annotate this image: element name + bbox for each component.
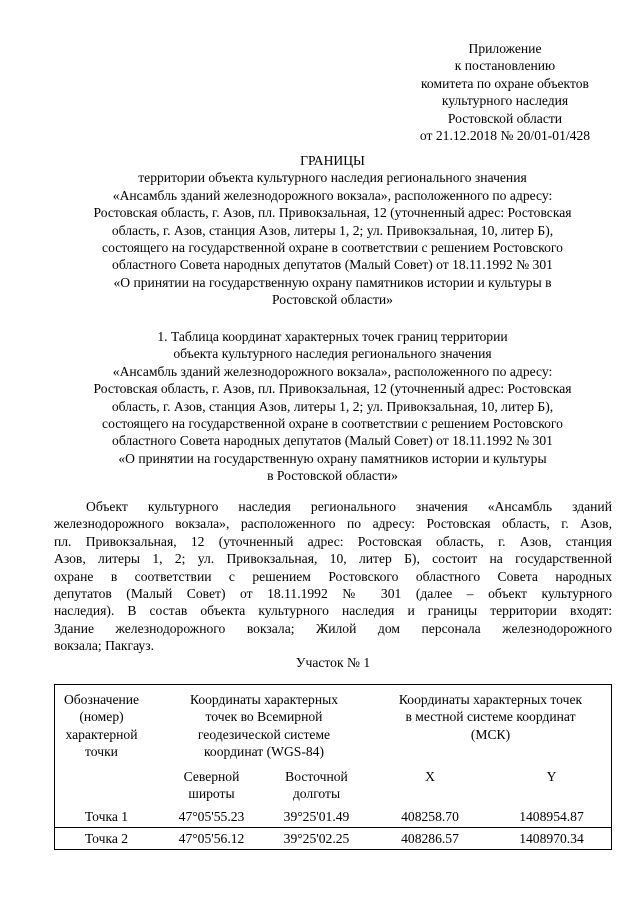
appendix-line: культурного наследия (441, 93, 569, 109)
section-line: объекта культурного наследия регионального значения (173, 346, 492, 362)
paragraph-line: вокзала; Пакгауз. (54, 638, 155, 654)
paragraph-line: пл. Привокзальная, 12 (уточненный адрес: Ростовская область, г. Азов, станция (54, 533, 612, 549)
section-line: Ростовская область, г. Азов, пл. Привокзальная, 12 (уточненный адрес: Ростовская (93, 381, 572, 397)
coordinates-table (54, 684, 612, 852)
subheader-text: широты (188, 786, 235, 802)
table-row-2-north: 47°05'56.12 (178, 831, 245, 846)
body-paragraph (54, 498, 612, 655)
header-text: координат (WGS-84) (204, 744, 324, 760)
header-text: (номер) (79, 709, 124, 725)
header-text: характерной (65, 726, 138, 742)
title-line: Ростовская область, г. Азов, пл. Привокзальная, 12 (уточненный адрес: Ростовская (93, 205, 572, 221)
header-text: Обозначение (63, 692, 140, 707)
table-row-2-y: 1408970.34 (519, 831, 584, 846)
title-line: областного Совета народных депутатов (Малый Совет) от 18.11.1992 № 301 (112, 257, 553, 273)
subheader-x: X (425, 769, 435, 784)
header-text: (МСК) (470, 726, 511, 742)
title-line: территории объекта культурного наследия регионального значения (138, 170, 527, 186)
table-row-2-x: 408286.57 (401, 831, 459, 846)
title-heading: ГРАНИЦЫ (300, 153, 365, 168)
table-border-top (54, 684, 612, 685)
section-line: состоящего на государственной охране в соответствии с решением Ростовского (102, 416, 563, 432)
paragraph-line: охране в соответствии с решением Ростовского областного Совета народных (54, 568, 612, 584)
header-text: геодезической системе (197, 726, 331, 742)
appendix-line: комитета по охране объектов (421, 75, 589, 91)
paragraph-line: Объект культурного наследия регионального значения «Ансамбль зданий (86, 499, 612, 514)
subheader-y: Y (546, 769, 557, 784)
table-row-2-point: Точка 2 (84, 831, 129, 846)
paragraph-line: Азов, литеры 1, 2; ул. Привокзальная, 10, литер Б), состоит на государственной (54, 551, 612, 567)
table-row-1-north: 47°05'55.23 (178, 809, 245, 824)
subheader-east-longitude (264, 768, 369, 803)
title-line: состоящего на государственной охране в соответствии с решением Ростовского (102, 240, 563, 256)
paragraph-line: железнодорожного вокзала», расположенного по адресу: Ростовская область, г. Азов, (54, 516, 612, 532)
subheader-north-latitude (159, 768, 264, 803)
table-row-1-y: 1408954.87 (519, 809, 584, 824)
paragraph-line: Здание железнодорожного вокзала; Жилой дом персонала железнодорожного (54, 620, 612, 636)
document-title (40, 152, 625, 309)
plot-heading: Участок № 1 (295, 655, 371, 670)
paragraph-line: наследия). В состав объекта культурного наследия и границы территории входят: (54, 603, 612, 619)
header-point-column (54, 691, 149, 761)
table-row-2-east: 39°25'02.25 (283, 831, 350, 846)
appendix-line: Приложение (468, 41, 542, 56)
appendix-line: Ростовской области (447, 110, 563, 126)
header-msk-column (369, 691, 612, 743)
subheader-text: Северной (183, 769, 240, 784)
subheader-text: долготы (292, 786, 341, 802)
section-line: область, г. Азов, станция Азов, литеры 1, 2; ул. Привокзальная, 10, литер Б), (111, 398, 554, 414)
header-text: точки (85, 744, 118, 760)
header-wgs-column (159, 691, 369, 761)
table-border-bottom (54, 849, 612, 850)
section-line: «О принятии на государственную охрану памятников истории и культуры (118, 450, 547, 466)
section-line: 1. Таблица координат характерных точек границ территории (157, 329, 508, 344)
subheader-text: Восточной (285, 769, 348, 784)
title-line: «Ансамбль зданий железнодорожного вокзала», расположенного по адресу: (112, 187, 553, 203)
table-row-1-point: Точка 1 (84, 809, 129, 824)
header-text: Координаты характерных (189, 692, 339, 707)
paragraph-line: депутатов (Малый Совет) от 18.11.1992 № 301 (далее – объект культурного (54, 586, 612, 602)
title-line: «О принятии на государственную охрану памятников истории и культуры в (113, 274, 552, 290)
appendix-line: от 21.12.2018 № 20/01-01/428 (419, 128, 591, 144)
section-heading (40, 328, 625, 485)
section-line: «Ансамбль зданий железнодорожного вокзала», расположенного по адресу: (112, 363, 553, 379)
table-row-separator (54, 827, 612, 828)
header-text: в местной системе координат (405, 709, 576, 725)
appendix-line: к постановлению (454, 58, 556, 74)
table-row-1-x: 408258.70 (401, 809, 459, 824)
section-line: в Ростовской области» (267, 468, 398, 484)
header-text: точек во Всемирной (205, 709, 323, 725)
appendix-header (385, 40, 625, 144)
header-text: Координаты характерных точек (398, 692, 583, 707)
section-line: областного Совета народных депутатов (Малый Совет) от 18.11.1992 № 301 (112, 433, 553, 449)
title-line: Ростовской области» (272, 292, 393, 308)
table-row-1-east: 39°25'01.49 (283, 809, 350, 824)
title-line: область, г. Азов, станция Азов, литеры 1, 2; ул. Привокзальная, 10, литер Б), (111, 222, 554, 238)
